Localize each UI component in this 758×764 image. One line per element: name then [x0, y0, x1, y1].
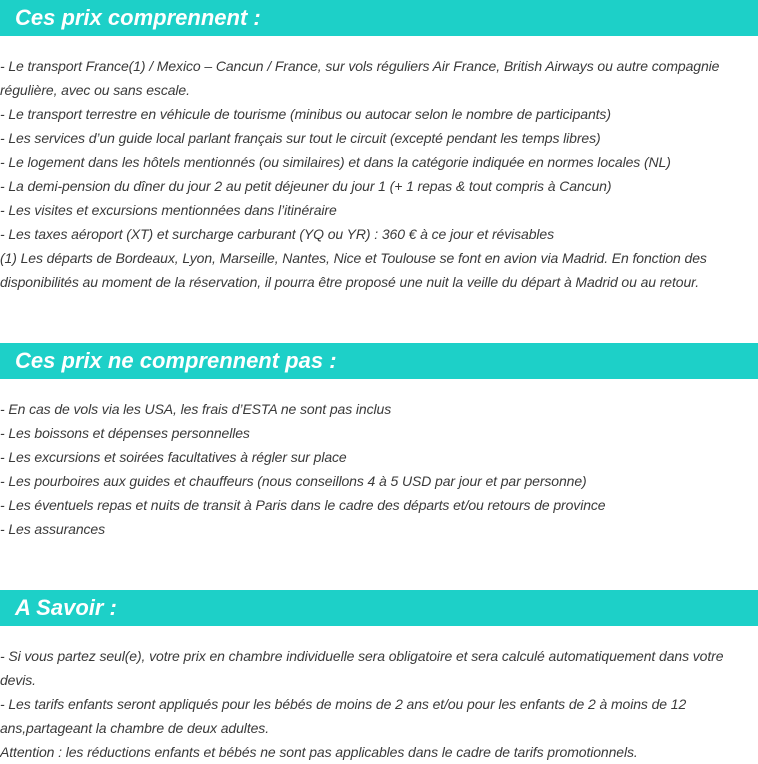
list-item: - Les taxes aéroport (XT) et surcharge carburant (YQ ou YR) : 360 € à ce jour et révisables	[0, 226, 555, 242]
list-item: - Les tarifs enfants seront appliqués pour les bébés de moins de 2 ans et/ou pour les enfants de 2 à moins de 12 ans,partageant la chambre de deux adultes.	[0, 696, 687, 736]
list-item: Attention : les réductions enfants et bébés ne sont pas applicables dans le cadre de tarifs promotionnels.	[0, 744, 638, 760]
list-item: - Les pourboires aux guides et chauffeurs (nous conseillons 4 à 5 USD par jour et par personne)	[0, 473, 587, 489]
list-item: - Les visites et excursions mentionnées dans l’itinéraire	[0, 202, 337, 218]
section-header-not-included	[0, 343, 758, 379]
section-title-good-to-know: A Savoir :	[15, 595, 117, 620]
list-item: - Les excursions et soirées facultatives à régler sur place	[0, 449, 347, 465]
section-header-included	[0, 0, 758, 36]
list-item: - Le transport France(1) / Mexico – Cancun / France, sur vols réguliers Air France, British Airways ou autre compagnie régulière, avec ou sans escale.	[0, 58, 720, 98]
list-item: - Les boissons et dépenses personnelles	[0, 425, 250, 441]
list-item: - Les éventuels repas et nuits de transit à Paris dans le cadre des départs et/ou retours de province	[0, 497, 606, 513]
section-body-good-to-know	[0, 644, 756, 764]
list-item: - Le logement dans les hôtels mentionnés (ou similaires) et dans la catégorie indiquée en normes locales (NL)	[0, 154, 671, 170]
list-item: - Le transport terrestre en véhicule de tourisme (minibus ou autocar selon le nombre de participants)	[0, 106, 611, 122]
section-header-good-to-know	[0, 590, 758, 626]
list-item: - En cas de vols via les USA, les frais d’ESTA ne sont pas inclus	[0, 401, 392, 417]
list-item: (1) Les départs de Bordeaux, Lyon, Marseille, Nantes, Nice et Toulouse se font en avion via Madrid. En fonction des disponibilités au moment de la réservation, il pourra être proposé une nuit la veille du départ à Madrid ou au retour.	[0, 250, 707, 290]
section-title-included: Ces prix comprennent :	[15, 5, 261, 30]
section-body-included	[0, 54, 756, 294]
list-item: - Les assurances	[0, 521, 106, 537]
section-title-not-included: Ces prix ne comprennent pas :	[15, 348, 337, 373]
list-item: - Si vous partez seul(e), votre prix en chambre individuelle sera obligatoire et sera calculé automatiquement dans votre devis.	[0, 648, 724, 688]
list-item: - La demi-pension du dîner du jour 2 au petit déjeuner du jour 1 (+ 1 repas & tout compris à Cancun)	[0, 178, 612, 194]
list-item: - Les services d’un guide local parlant français sur tout le circuit (excepté pendant les temps libres)	[0, 130, 601, 146]
section-body-not-included	[0, 397, 756, 541]
